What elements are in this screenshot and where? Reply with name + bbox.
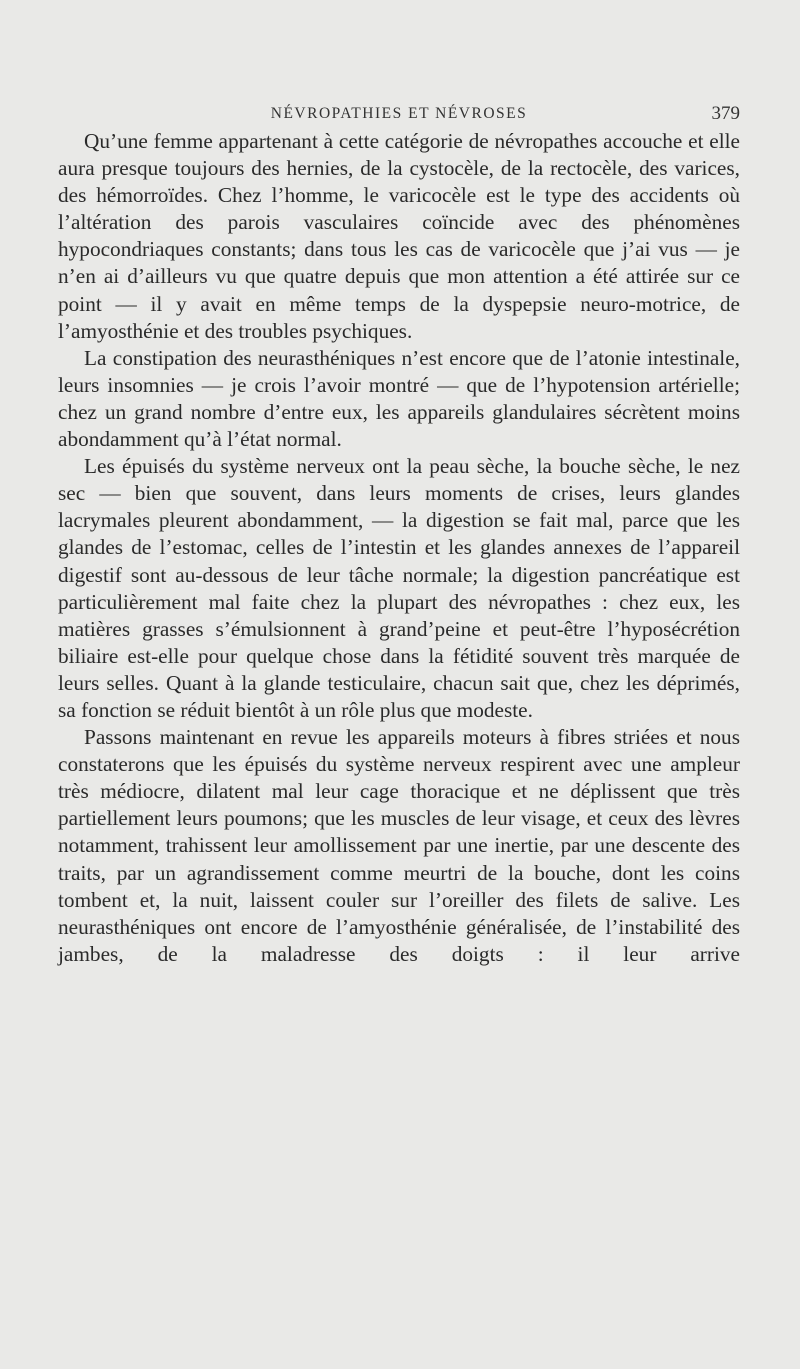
paragraph: Les épuisés du système nerveux ont la peau sèche, la bouche sèche, le nez sec — bien que souvent, dans leurs moments de crises, leurs glandes lacrymales pleurent abondamment, — la digestion se fait mal, parce que les glandes de l’estomac, celles de l’intestin et les glandes annexes de l’appareil digestif sont au-dessous de leur tâche normale; la digestion pancréatique est particulièrement mal faite chez la plupart des névropathes : chez eux, les matières grasses s’émulsionnent à grand’peine et peut-être l’hyposécrétion biliaire est-elle pour quelque chose dans la fétidité souvent très marquée de leurs selles. Quant à la glande testiculaire, chacun sait que, chez les déprimés, sa fonction se réduit bientôt à un rôle plus que modeste. (58, 454, 740, 722)
paragraph: La constipation des neurasthéniques n’est encore que de l’atonie intestinale, leurs insomnies — je crois l’avoir montré — que de l’hypotension artérielle; chez un grand nombre d’entre eux, les appareils glandulaires sécrètent moins abondamment qu’à l’état normal. (58, 345, 740, 452)
paragraph: Passons maintenant en revue les appareils moteurs à fibres striées et nous constaterons que les épuisés du système nerveux respirent avec une ampleur très médiocre, dilatent mal leur cage thoracique et ne déplissent que très partiellement leurs poumons; que les muscles de leur visage, et ceux des lèvres notamment, trahissent leur amollissement par une inertie, par une descente des traits, par un agrandissement comme meurtri de la bouche, dont les coins tombent et, la nuit, laissent couler sur l’oreiller des filets de salive. Les neurasthéniques ont encore de l’amyosthénie généralisée, de l’instabilité des jambes, de la maladresse des doigts : il leur arrive (58, 725, 740, 966)
running-title: NÉVROPATHIES ET NÉVROSES (270, 105, 528, 122)
page-number: 379 (711, 103, 740, 124)
running-head (58, 103, 740, 129)
body-text (58, 128, 740, 968)
paragraph: Qu’une femme appartenant à cette catégorie de névropathes accouche et elle aura presque toujours des hernies, de la cystocèle, de la rectocèle, des varices, des hémorroïdes. Chez l’homme, le varicocèle est le type des accidents où l’altération des parois vasculaires coïncide avec des phénomènes hypocondriaques constants; dans tous les cas de varicocèle que j’ai vus — je n’en ai d’ailleurs vu que quatre depuis que mon attention a été attirée sur ce point — il y avait en même temps de la dyspepsie neuro-motrice, de l’amyosthénie et des troubles psychiques. (58, 129, 740, 343)
